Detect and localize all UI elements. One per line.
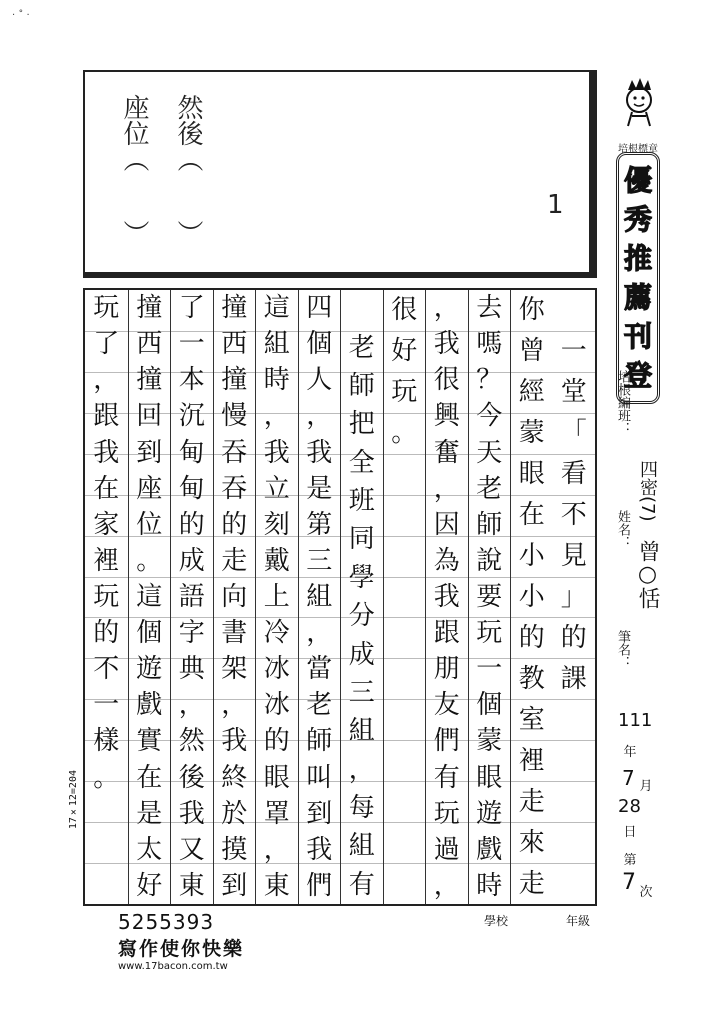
- comment-end-1: ︶: [173, 220, 203, 246]
- top-marks: · ˚ ·: [12, 10, 30, 21]
- grid-cell: 老: [348, 332, 375, 363]
- grid-cell: 老: [306, 690, 333, 721]
- grid-cell: 說: [476, 545, 503, 576]
- grid-cell: 沉: [178, 401, 205, 432]
- grid-cell: 吞: [221, 473, 248, 504]
- grid-cell: 語: [178, 582, 205, 612]
- grid-cell: ，: [178, 690, 205, 721]
- grid-cell: [341, 289, 383, 329]
- comment-text-2: 座位︵: [119, 94, 149, 172]
- grid-cell: 們: [306, 870, 333, 901]
- grid-cell: 撞: [221, 365, 248, 396]
- grid-cell: 很: [433, 365, 460, 396]
- grid-cell: 玩: [433, 798, 460, 829]
- count-label: 第: [623, 853, 637, 868]
- day-label: 日: [623, 825, 637, 840]
- grid-cell: 的: [518, 622, 545, 653]
- footer-slogan: 寫作使你快樂: [118, 938, 245, 960]
- grid-cell: 朋: [433, 654, 460, 685]
- grid-cell: 小: [518, 582, 545, 612]
- grid-cell: 架: [221, 654, 248, 685]
- grid-cell: 走: [518, 786, 545, 817]
- grid-cell: 組: [263, 329, 290, 360]
- grid-cell: [553, 700, 596, 740]
- grid-cell: 我: [306, 834, 333, 865]
- grid-cell: 甸: [178, 473, 205, 504]
- grid-cell: 實: [136, 726, 163, 757]
- grid-cell: ，: [221, 690, 248, 721]
- grid-cell: 書: [221, 618, 248, 649]
- grid-cell: 組: [306, 582, 333, 612]
- grid-cell: 玩: [93, 582, 120, 612]
- footer-brand: [118, 910, 258, 972]
- grid-cell: 回: [136, 401, 163, 432]
- grid-cell: 四: [306, 293, 333, 324]
- grid-cell: 我: [433, 329, 460, 360]
- comment-text-1: 然後︵: [173, 94, 203, 172]
- comment-end-2: ︶: [119, 220, 149, 246]
- grid-cell: 很: [391, 295, 418, 326]
- grid-cell: 玩: [391, 377, 418, 408]
- grid-cell: 三: [348, 677, 375, 708]
- grid-cell: ，: [433, 293, 460, 324]
- grid-cell: 每: [348, 793, 375, 824]
- grid-cell: [384, 536, 426, 576]
- grid-cell: [85, 830, 128, 870]
- footer-code: 5255393: [118, 910, 215, 934]
- footer-url: www.17bacon.com.tw: [118, 961, 228, 972]
- grid-cell: 我: [93, 437, 120, 468]
- name-label: [614, 510, 630, 553]
- name-label-text: 姓名：: [615, 510, 630, 549]
- grid-cell: 的: [263, 726, 290, 757]
- grid-cell: 冷: [263, 618, 290, 649]
- grid-column: [510, 290, 553, 904]
- grid-cell: ，: [263, 401, 290, 432]
- grid-cell: 「: [560, 418, 587, 449]
- grid-cell: 慢: [221, 401, 248, 432]
- grid-cell: 來: [518, 827, 545, 858]
- grid-cell: 嗎: [476, 329, 503, 360]
- grid-cell: 在: [518, 500, 545, 531]
- grid-cell: 一: [93, 690, 120, 721]
- grid-cell: 因: [433, 509, 460, 540]
- day-value: 28: [618, 796, 641, 817]
- grid-cell: 本: [178, 365, 205, 396]
- grid-cell: 戲: [476, 834, 503, 865]
- grid-cell: 奮: [433, 437, 460, 468]
- grid-cell: 玩: [476, 618, 503, 649]
- grid-cell: 同: [348, 524, 375, 555]
- grid-cell: 個: [306, 329, 333, 360]
- grid-cell: 座: [136, 473, 163, 504]
- stamp-char: 秀: [623, 202, 652, 236]
- grid-cell: 字: [178, 618, 205, 649]
- grid-cell: 的: [178, 509, 205, 540]
- grid-cell: 見: [560, 541, 587, 572]
- grid-cell: [85, 866, 128, 906]
- grid-cell: 當: [306, 654, 333, 685]
- grid-cell: 分: [348, 601, 375, 632]
- recommend-stamp: [616, 152, 660, 404]
- grid-cell: 樣: [93, 726, 120, 757]
- grid-cell: 摸: [221, 834, 248, 865]
- grid-cell: 跟: [93, 401, 120, 432]
- comment-col-1: [173, 94, 207, 246]
- grid-cell: 是: [306, 473, 333, 504]
- grid-cell: 玩: [93, 293, 120, 324]
- grid-cell: ，: [306, 618, 333, 649]
- grid-cell: 後: [178, 762, 205, 793]
- grid-cell: 好: [391, 336, 418, 367]
- stamp-char: 登: [623, 358, 652, 392]
- grid-cell: 學: [348, 562, 375, 593]
- grid-cell: [384, 495, 426, 535]
- grid-cell: 在: [93, 473, 120, 504]
- grid-cell: [384, 659, 426, 699]
- grid-spec: 17×12=204: [68, 770, 79, 830]
- grid-cell: 這: [263, 293, 290, 324]
- grid-cell: 我: [221, 726, 248, 757]
- teacher-comment-box: [83, 70, 597, 278]
- grid-cell: [384, 782, 426, 822]
- grid-cell: 戴: [263, 545, 290, 576]
- grid-cell: [384, 823, 426, 863]
- grid-cell: 太: [136, 834, 163, 865]
- writing-grid: [83, 288, 597, 906]
- grid-cell: 裡: [518, 745, 545, 776]
- grid-cell: 時: [476, 870, 503, 901]
- grid-cell: 堂: [560, 377, 587, 408]
- grid-column: [298, 290, 341, 904]
- grid-cell: 又: [178, 834, 205, 865]
- grid-cell: 吞: [221, 437, 248, 468]
- signature-label: [614, 630, 630, 673]
- grid-cell: 成: [348, 639, 375, 670]
- class-label: [614, 370, 630, 439]
- stamp-char: 刊: [623, 319, 652, 353]
- grid-cell: 我: [306, 437, 333, 468]
- school-label: 學校: [484, 914, 509, 928]
- grid-cell: 這: [136, 582, 163, 612]
- grid-cell: 不: [93, 654, 120, 685]
- grid-cell: 戲: [136, 690, 163, 721]
- grid-cell: 遊: [136, 654, 163, 685]
- grid-cell: 看: [560, 459, 587, 490]
- grid-cell: 天: [476, 437, 503, 468]
- grid-cell: 全: [348, 447, 375, 478]
- grid-cell: [384, 864, 426, 904]
- stamp-char: 薦: [623, 280, 652, 314]
- grid-cell: 走: [518, 868, 545, 899]
- grid-column: [468, 290, 511, 904]
- grid-cell: 典: [178, 654, 205, 685]
- stamp-char: 優: [623, 163, 652, 197]
- grid-cell: ，: [433, 473, 460, 504]
- class-value: 四密(7): [637, 460, 658, 522]
- grid-cell: 三: [306, 545, 333, 576]
- grid-cell: 經: [518, 377, 545, 408]
- grid-cell: 我: [263, 437, 290, 468]
- grid-cell: 跟: [433, 618, 460, 649]
- grid-cell: 師: [348, 370, 375, 401]
- grid-cell: 課: [560, 663, 587, 694]
- grid-cell: 一: [476, 654, 503, 685]
- signature-label-text: 筆名：: [615, 630, 630, 669]
- grid-cell: 組: [348, 716, 375, 747]
- month-value: 7: [622, 766, 635, 790]
- grid-cell: 友: [433, 690, 460, 721]
- grid-cell: 今: [476, 401, 503, 432]
- grid-cell: 們: [433, 726, 460, 757]
- grid-cell: 一: [178, 329, 205, 360]
- grid-cell: 遊: [476, 798, 503, 829]
- grid-cell: [553, 823, 596, 863]
- grid-column: [425, 290, 468, 904]
- grid-cell: 時: [263, 365, 290, 396]
- grid-cell: 把: [348, 409, 375, 440]
- class-label-text: 培根編班：: [615, 370, 630, 435]
- grid-cell: [553, 782, 596, 822]
- bacon-mascot-icon: [614, 70, 664, 130]
- grid-column: [553, 290, 596, 904]
- grid-cell: 興: [433, 401, 460, 432]
- count-unit: 次: [639, 885, 653, 900]
- grid-cell: [553, 864, 596, 904]
- grid-cell: 的: [221, 509, 248, 540]
- grid-cell: 向: [221, 582, 248, 612]
- grid-cell: 師: [306, 726, 333, 757]
- name-value: 曾○恬: [635, 540, 660, 609]
- grid-cell: 的: [560, 622, 587, 653]
- grid-cell: 刻: [263, 509, 290, 540]
- grid-cell: 撞: [136, 365, 163, 396]
- grid-cell: 叫: [306, 762, 333, 793]
- grid-column: [340, 290, 383, 904]
- grid-cell: 終: [221, 762, 248, 793]
- grade-label: 年級: [566, 914, 591, 928]
- grid-cell: 。: [93, 762, 120, 793]
- grid-cell: 甸: [178, 437, 205, 468]
- grid-cell: ，: [433, 870, 460, 901]
- grid-cell: ，: [263, 834, 290, 865]
- grid-cell: 好: [136, 870, 163, 901]
- grid-cell: 東: [263, 870, 290, 901]
- grid-cell: [553, 290, 596, 330]
- grid-cell: 小: [518, 541, 545, 572]
- grid-column: [213, 290, 256, 904]
- grid-cell: 到: [221, 870, 248, 901]
- grid-cell: 眼: [476, 762, 503, 793]
- grid-cell: 是: [136, 798, 163, 829]
- grid-cell: 蒙: [518, 418, 545, 449]
- grid-cell: 了: [93, 329, 120, 360]
- grid-column: [383, 290, 426, 904]
- grid-cell: 蒙: [476, 726, 503, 757]
- grid-cell: 你: [518, 295, 545, 326]
- grid-column: [85, 290, 128, 904]
- side-panel: [608, 70, 668, 910]
- grid-cell: 過: [433, 834, 460, 865]
- grid-cell: ？: [476, 365, 503, 396]
- grid-cell: 到: [306, 798, 333, 829]
- year-label: 年: [623, 745, 637, 760]
- grid-cell: [384, 741, 426, 781]
- grid-cell: 裡: [93, 545, 120, 576]
- grid-cell: 了: [178, 293, 205, 324]
- grid-cell: ，: [306, 401, 333, 432]
- grid-cell: 撞: [136, 293, 163, 324]
- grid-cell: 不: [560, 500, 587, 531]
- grid-cell: 上: [263, 582, 290, 612]
- grid-cell: 班: [348, 486, 375, 517]
- grid-cell: [384, 618, 426, 658]
- grid-cell: 位: [136, 509, 163, 540]
- grid-cell: 在: [136, 762, 163, 793]
- grid-cell: 個: [136, 618, 163, 649]
- comment-grade: 1: [547, 190, 564, 220]
- grid-cell: 的: [93, 618, 120, 649]
- grid-cell: ，: [93, 365, 120, 396]
- stamp-char: 推: [623, 241, 652, 275]
- comment-col-2: [119, 94, 153, 246]
- grid-cell: 第: [306, 509, 333, 540]
- grid-cell: 罩: [263, 798, 290, 829]
- grid-cell: 一: [560, 336, 587, 367]
- grid-cell: 曾: [518, 336, 545, 367]
- grid-cell: 教: [518, 663, 545, 694]
- grid-cell: 撞: [221, 293, 248, 324]
- grid-cell: 有: [433, 762, 460, 793]
- grid-column: [255, 290, 298, 904]
- grid-cell: 去: [476, 293, 503, 324]
- grid-cell: 成: [178, 545, 205, 576]
- grid-column: [170, 290, 213, 904]
- grid-cell: 有: [348, 869, 375, 900]
- grid-cell: 眼: [518, 459, 545, 490]
- grid-cell: 要: [476, 582, 503, 612]
- grid-cell: 人: [306, 365, 333, 396]
- grid-column: [128, 290, 171, 904]
- grid-cell: [384, 577, 426, 617]
- grid-cell: ，: [348, 754, 375, 785]
- grid-cell: 。: [391, 418, 418, 449]
- grid-cell: 到: [136, 437, 163, 468]
- grid-cell: 走: [221, 545, 248, 576]
- grid-cell: 東: [178, 870, 205, 901]
- grid-cell: 我: [178, 798, 205, 829]
- grid-cell: 西: [221, 329, 248, 360]
- grid-cell: [384, 454, 426, 494]
- grid-cell: 於: [221, 798, 248, 829]
- grid-cell: 眼: [263, 762, 290, 793]
- grid-cell: 為: [433, 545, 460, 576]
- grid-cell: 家: [93, 509, 120, 540]
- grid-cell: 冰: [263, 654, 290, 685]
- grid-cell: 。: [136, 545, 163, 576]
- month-label: 月: [639, 779, 653, 794]
- grid-cell: [85, 794, 128, 834]
- grid-cell: 師: [476, 509, 503, 540]
- grid-cell: 老: [476, 473, 503, 504]
- grid-cell: 西: [136, 329, 163, 360]
- grid-cell: 組: [348, 831, 375, 862]
- count-value: 7: [622, 870, 636, 895]
- grid-cell: 室: [518, 704, 545, 735]
- grid-cell: 冰: [263, 690, 290, 721]
- grid-cell: [384, 700, 426, 740]
- grid-cell: 立: [263, 473, 290, 504]
- year-value: 111: [618, 710, 653, 731]
- grid-cell: 然: [178, 726, 205, 757]
- grid-cell: [553, 741, 596, 781]
- grid-cell: 」: [560, 582, 587, 612]
- grid-cell: 我: [433, 582, 460, 612]
- badge-label: 培根標章: [618, 144, 658, 155]
- grid-cell: 個: [476, 690, 503, 721]
